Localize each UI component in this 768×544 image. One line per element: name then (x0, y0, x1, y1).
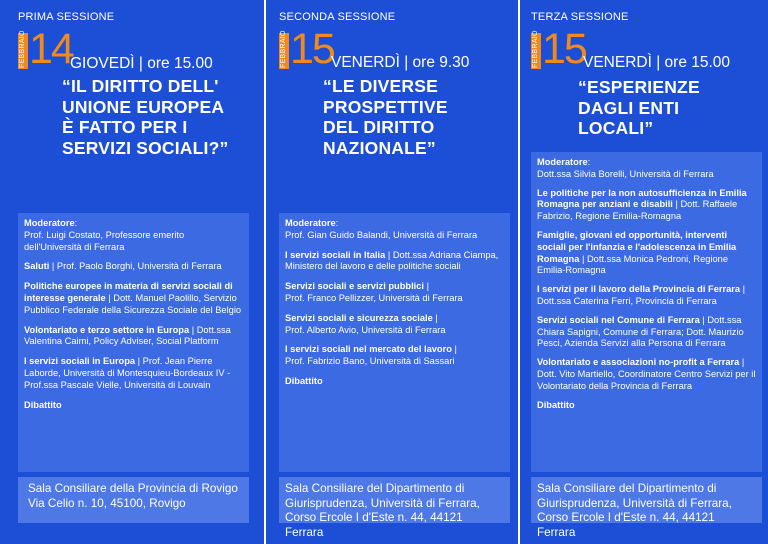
program-item (285, 218, 504, 242)
title-line: LOCALI” (578, 118, 654, 138)
session-label: TERZA SESSIONE (531, 11, 629, 23)
item-detail: Dott.ssa Silvia Borelli, Università di Ferrara (537, 168, 714, 179)
item-text: | Dott.ssa Caterina Ferri, Provincia di Ferrara (537, 284, 746, 306)
date-box (531, 25, 586, 73)
column-divider (518, 0, 520, 544)
program-box (279, 213, 510, 472)
program-item (537, 230, 756, 277)
item-heading: I servizi sociali in Italia (285, 249, 386, 260)
day-number: 15 (542, 25, 586, 73)
item-detail: Prof. Alberto Avio, Università di Ferrara (285, 324, 446, 335)
title-line: SERVIZI SOCIALI?” (62, 137, 229, 158)
item-text: | Dott.ssa Chiara Sapigni, Comune di Ferrara; Dott. Maurizio Pesci, Azienda Servizi alla Persona di Ferrara (537, 314, 744, 349)
item-text: | Dott.ssa Monica Pedroni, Regione Emilia-Romagna (537, 253, 729, 276)
program-item (24, 325, 243, 349)
venue-line: Sala Consiliare della Provincia di Rovigo (28, 482, 238, 495)
title-line: “ESPERIENZE (578, 77, 700, 97)
item-heading: Saluti (24, 261, 50, 272)
program-item (24, 400, 243, 412)
item-heading: Dibattito (24, 399, 62, 410)
session-title (578, 77, 768, 139)
session-title (62, 76, 252, 158)
month-tab (279, 30, 289, 69)
program-box (531, 152, 762, 472)
program-item (24, 261, 243, 273)
day-number: 15 (290, 25, 334, 73)
venue-line: Giurisprudenza, Università di Ferrara, (537, 496, 732, 510)
program-item (24, 218, 243, 253)
item-detail: Prof. Fabrizio Bano, Università di Sassari (285, 356, 455, 367)
program-item (537, 400, 756, 412)
program-item (285, 281, 504, 305)
venue-line: Corso Ercole I d'Este n. 44, 44121 Ferrara (537, 511, 715, 539)
venue-box (279, 477, 510, 539)
program-item (285, 376, 504, 388)
month-label: FEBBRAIO (280, 30, 287, 68)
title-line: DEL DIRITTO (323, 117, 435, 137)
title-line: È FATTO PER I (62, 117, 188, 137)
venue-line: Via Celio n. 10, 45100, Rovigo (28, 496, 186, 510)
venue-box (531, 477, 762, 539)
item-text: | Dott.ssa Valentina Caimi, Policy Adviser, Social Platform (24, 324, 231, 347)
title-line: “LE DIVERSE (323, 76, 439, 96)
session-column-2 (279, 0, 510, 544)
title-line: UNIONE EUROPEA (62, 96, 225, 117)
title-line: NAZIONALE” (323, 137, 436, 158)
day-time: VENERDÌ | ore 15.00 (583, 54, 731, 71)
session-column-3 (531, 0, 762, 544)
day-time: VENERDÌ | ore 9.30 (331, 54, 470, 71)
item-text: | Prof. Jean Pierre Laborde, Università di Montesquieu-Bordeaux IV - Prof.ssa Pascale Vielle, Università di Louvain (24, 356, 231, 390)
venue-line: Sala Consiliare del Dipartimento di (537, 482, 717, 495)
program-item (537, 157, 756, 181)
program-item (537, 315, 756, 350)
item-text: | Dott. Raffaele Fabrizio, Regione Emilia-Romagna (537, 199, 738, 222)
item-text: | (451, 344, 457, 355)
month-label: FEBBRAIO (532, 30, 539, 68)
program-item (285, 344, 504, 368)
item-detail: Prof. Gian Guido Balandi, Università di Ferrara (285, 229, 478, 240)
program-item (537, 357, 756, 392)
item-heading: Servizi sociali nel Comune di Ferrara (537, 314, 700, 325)
day-number: 14 (29, 25, 73, 73)
item-heading: Famiglie, giovani ed opportunità, interventi sociali per l'infanzia e l'adolescenza in Emilia Romagna (537, 229, 737, 264)
session-label: SECONDA SESSIONE (279, 11, 396, 23)
item-heading: Volontariato e terzo settore in Europa (24, 324, 190, 335)
item-heading: Servizi sociali e sicurezza sociale (285, 312, 433, 323)
item-detail: Prof. Franco Pellizzer, Università di Ferrara (285, 292, 463, 303)
item-heading: Dibattito (285, 375, 323, 386)
title-line: “IL DIRITTO DELL' (62, 76, 219, 96)
title-line: DAGLI ENTI (578, 97, 680, 118)
item-text: | Dott.ssa Adriana Ciampa, Ministero del lavoro e delle politiche sociali (285, 249, 499, 272)
date-box (279, 25, 334, 73)
item-text: : (74, 218, 78, 228)
item-heading: Le politiche per la non autosufficienza in Emilia Romagna per anziani e disabili (537, 187, 747, 210)
item-detail: Prof. Luigi Costato, Professore emerito dell'Università di Ferrara (24, 229, 185, 252)
item-text: | (432, 312, 438, 323)
session-label: PRIMA SESSIONE (18, 11, 115, 23)
item-text: | Dott. Manuel Paolillo, Servizio Pubblico Federale della Sicurezza Sociale del Belgio (24, 292, 242, 315)
item-heading: Dibattito (537, 399, 575, 410)
program-item (285, 250, 504, 274)
program-item (537, 188, 756, 223)
item-text: : (335, 218, 339, 228)
program-item (24, 281, 243, 316)
month-tab (531, 30, 541, 69)
item-heading: I servizi sociali nel mercato del lavoro (285, 344, 452, 355)
venue-line: Sala Consiliare del Dipartimento di (285, 482, 465, 495)
venue-line: Corso Ercole I d'Este n. 44, 44121 Ferrara (285, 511, 463, 539)
program-item (24, 356, 243, 391)
month-label: FEBBRAIO (19, 30, 26, 68)
session-column-1 (18, 0, 249, 544)
item-heading: Moderatore (537, 157, 588, 167)
session-title (323, 76, 513, 158)
day-time: GIOVEDÌ | ore 15.00 (70, 55, 213, 72)
venue-line: Giurisprudenza, Università di Ferrara, (285, 496, 480, 510)
item-heading: I servizi sociali in Europa (24, 356, 136, 367)
item-heading: Volontariato e associazioni no-profit a Ferrara (537, 357, 740, 368)
column-divider (264, 0, 266, 544)
program-item (285, 313, 504, 337)
venue-box (18, 477, 249, 523)
month-tab (18, 30, 28, 69)
item-text: | Prof. Paolo Borghi, Università di Ferrara (49, 261, 222, 272)
item-heading: I servizi per il lavoro della Provincia di Ferrara (537, 284, 741, 295)
item-heading: Moderatore (24, 218, 75, 228)
program-box (18, 213, 249, 472)
item-text: | (424, 281, 429, 292)
item-text: | Dott. Vito Martiello, Coordinatore Centro Servizi per il Volontariato della Provincia di Ferrara (537, 357, 756, 391)
item-heading: Servizi sociali e servizi pubblici (285, 281, 424, 292)
program-item (537, 284, 756, 308)
item-heading: Moderatore (285, 218, 336, 228)
item-text: : (587, 157, 591, 167)
date-box (18, 25, 73, 73)
item-heading: Politiche europee in materia di servizi sociali di interesse generale (24, 281, 233, 303)
title-line: PROSPETTIVE (323, 96, 448, 117)
